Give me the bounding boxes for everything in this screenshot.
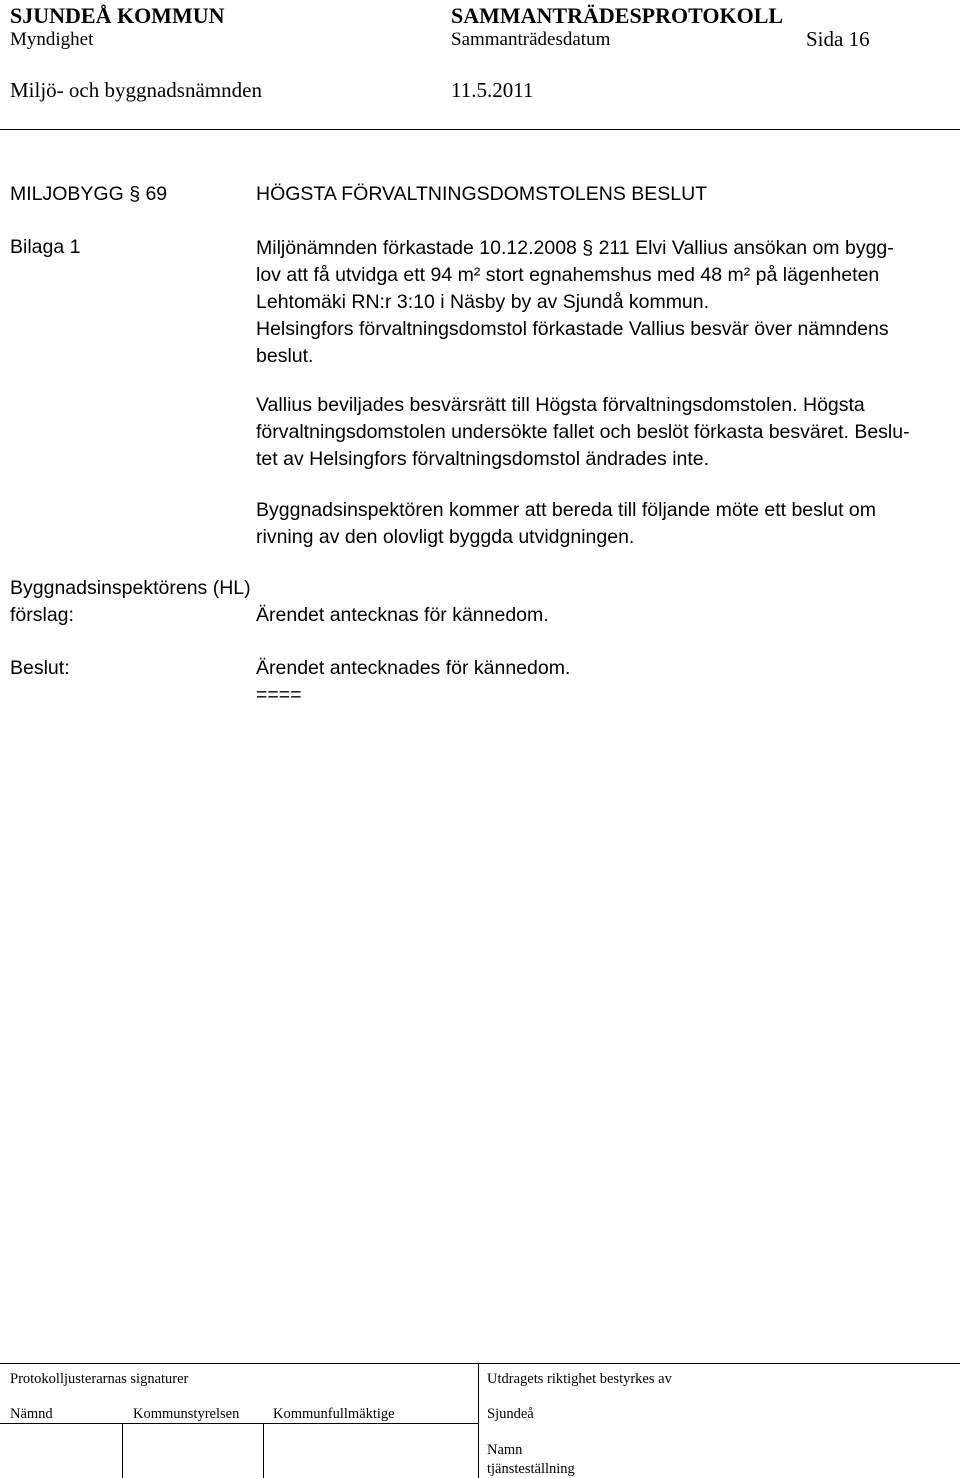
signature-col-divider-2	[263, 1423, 264, 1478]
proposal-label-line1: Byggnadsinspektörens (HL)	[10, 577, 251, 599]
paragraph-1	[256, 235, 956, 370]
attachment-label: Bilaga 1	[10, 236, 81, 258]
paragraph-3	[256, 497, 956, 551]
section-id: MILJOBYGG § 69	[10, 183, 168, 205]
decision-label: Beslut:	[10, 657, 70, 679]
signature-place: Sjundeå	[487, 1406, 534, 1422]
section-title: HÖGSTA FÖRVALTNINGSDOMSTOLENS BESLUT	[256, 183, 708, 205]
title-label: tjänsteställning	[487, 1461, 575, 1477]
paragraph-line: rivning av den olovligt byggda utvidgningen.	[256, 526, 635, 548]
paragraph-line: Vallius beviljades besvärsrätt till Högsta förvaltningsdomstolen. Högsta	[256, 394, 865, 416]
signature-row-rule	[0, 1423, 478, 1424]
page-number: Sida 16	[806, 27, 870, 51]
paragraph-line: beslut.	[256, 345, 314, 367]
municipality-name: SJUNDEÅ KOMMUN	[10, 3, 225, 28]
paragraph-2	[256, 392, 956, 473]
signature-col-divider-1	[122, 1423, 123, 1478]
decision-text: Ärendet antecknades för kännedom.	[256, 657, 571, 679]
document-type: SAMMANTRÄDESPROTOKOLL	[451, 3, 784, 28]
paragraph-line: tet av Helsingfors förvaltningsdomstol ändrades inte.	[256, 448, 710, 470]
name-label: Namn	[487, 1442, 523, 1458]
authority-name: Miljö- och byggnadsnämnden	[10, 78, 262, 102]
meeting-date: 11.5.2011	[451, 78, 534, 102]
paragraph-line: Byggnadsinspektören kommer att bereda till följande möte ett beslut om	[256, 499, 877, 521]
signatures-label: Protokolljusterarnas signaturer	[10, 1371, 189, 1387]
footer-center-divider	[478, 1363, 479, 1478]
col-kommunfullmaktige: Kommunfullmäktige	[273, 1406, 395, 1422]
paragraph-line: Helsingfors förvaltningsdomstol förkastade Vallius besvär över nämndens	[256, 318, 889, 340]
certified-label: Utdragets riktighet bestyrkes av	[487, 1371, 672, 1387]
col-namnd: Nämnd	[10, 1406, 53, 1422]
footer-top-rule	[0, 1363, 960, 1364]
proposal-text: Ärendet antecknas för kännedom.	[256, 604, 549, 626]
paragraph-line: lov att få utvidga ett 94 m² stort egnahemshus med 48 m² på lägenheten	[256, 264, 880, 286]
header-divider	[0, 129, 960, 130]
paragraph-line: förvaltningsdomstolen undersökte fallet och beslöt förkasta besväret. Beslu-	[256, 421, 910, 443]
paragraph-line: Lehtomäki RN:r 3:10 i Näsby by av Sjundå kommun.	[256, 291, 710, 313]
authority-label: Myndighet	[10, 29, 94, 50]
proposal-label-line2: förslag:	[10, 604, 74, 626]
paragraph-line: Miljönämnden förkastade 10.12.2008 § 211 Elvi Vallius ansökan om bygg-	[256, 237, 894, 259]
date-label: Sammanträdesdatum	[451, 29, 611, 50]
end-mark: ====	[256, 684, 302, 706]
col-kommunstyrelsen: Kommunstyrelsen	[133, 1406, 240, 1422]
